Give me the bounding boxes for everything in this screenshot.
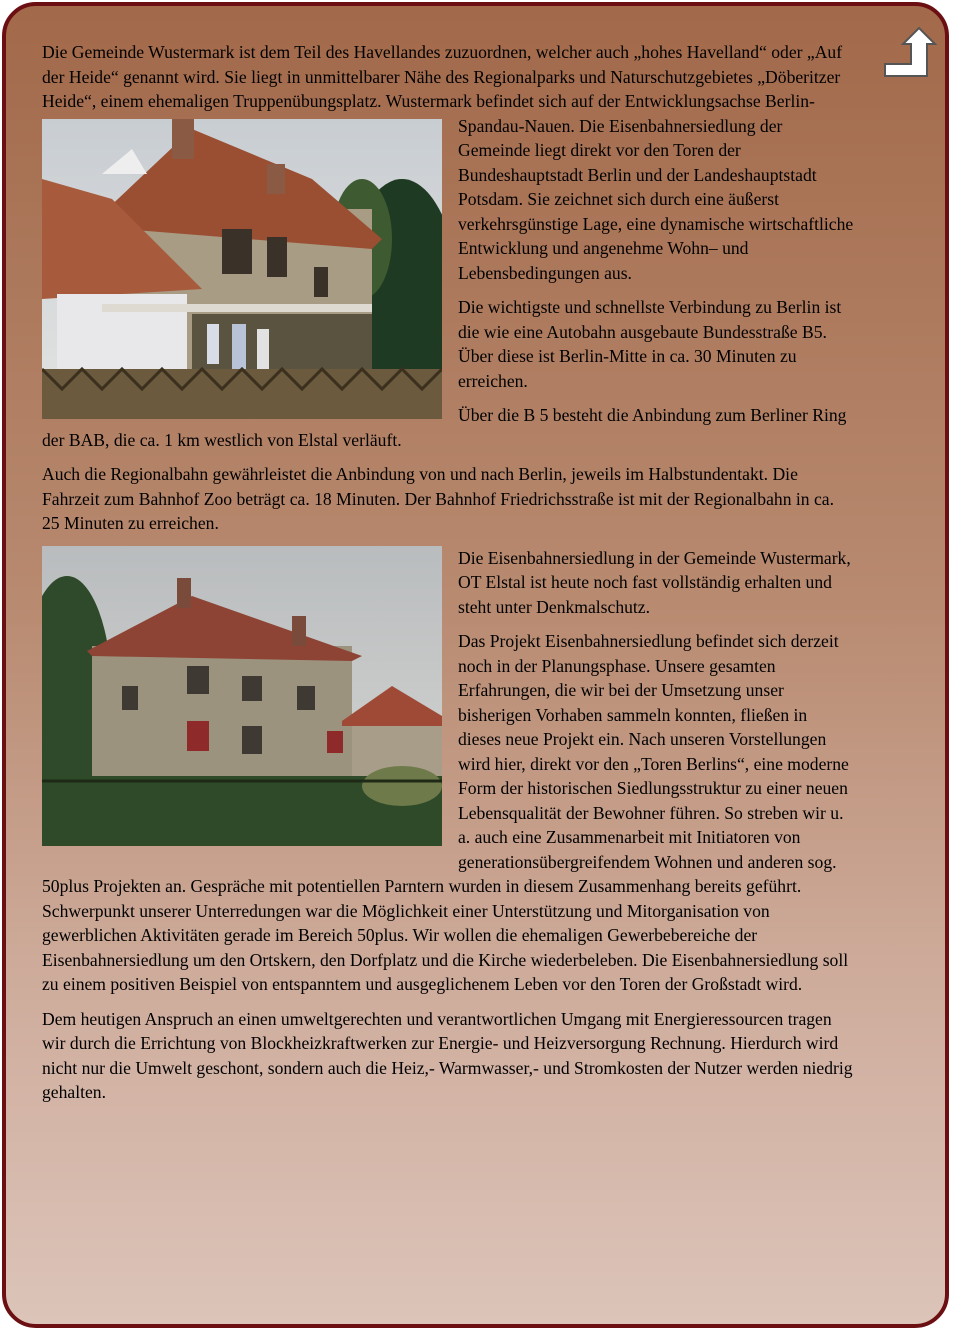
paragraph-2: Die wichtigste und schnellste Verbindung zu Berlin ist die wie eine Autobahn ausgebaute Bundesstraße B5. Über diese ist Berlin-Mitte in ca. 30 Minuten zu erreichen. xyxy=(458,297,842,391)
paragraph-6: Das Projekt Eisenbahnersiedlung befindet sich derzeit noch in der Planungsphase. Unsere gesamten Erfahrungen, die wir bei der Umsetzung unser bisherigen Vorhaben sammeln konnten, fließen in dieses neue Projekt ein. Nach unseren Vorstellungen wird hier, direkt vor den „Toren Berlins“, eine moderne Form der historischen Siedlungsstruktur zu einer neuen Lebensqualität der Bewohner führen. So streben wir u. a. auch eine Zusammenarbeit mit Initiatoren von generationsübergreifendem Wohnen und anderen sog. 50plus Projekten an. Gespräche mit potentiellen Parntern wurden in diesem Zusammenhang bereits geführt. Schwerpunkt unserer Unterredungen war die Möglichkeit einer Unterstützung und Mitorganisation von gewerblichen Aktivitäten gerade im Bereich 50plus. Wir wollen die ehemaligen Gewerbebereiche der Eisenbahnersiedlung um den Ortskern, den Dorfplatz und die Kirche wiederbeleben. Die Eisenbahnersiedlung soll zu einem positiven Beispiel von entspanntem und ausgeglichenem Leben vor den Toren der Großstadt wird. xyxy=(42,631,849,994)
up-arrow-icon[interactable] xyxy=(881,26,941,86)
paragraph-7: Dem heutigen Anspruch an einen umweltgerechten und verantwortlichen Umgang mit Energieressourcen tragen wir durch die Errichtung von Blockheizkraftwerken zur Energie- und Heizversorgung Rechnung. Hierdurch wird nicht nur die Umwelt geschont, sondern auch die Heiz,- Warmwasser,- und Stromkosten der Nutzer werden niedrig gehalten. xyxy=(42,1008,853,1102)
paragraph-1-text: Die Gemeinde Wustermark ist dem Teil des Havellandes zuzuordnen, welcher auch „hohes Havelland“ oder „Auf der Heide“ genannt wird. Sie liegt in unmittelbarer Nähe des Regionalparks und Naturschutzgebietes „Döberitzer Heide“, einem ehemaligen Truppenübungsplatz. Wustermark befindet sich auf der Entwicklungsachse Berlin-Spandau-Nauen. Die Eisenbahnersiedlung der Gemeinde liegt direkt vor den Toren der Bundeshauptstadt Berlin und der Landeshauptstadt Potsdam. Sie zeichnet sich durch eine äußerst verkehrsgünstige Lage, eine dynamische wirtschaftliche Entwicklung und angenehme Wohn– und Lebensbedingungen aus. xyxy=(42,42,854,283)
house-photo-2 xyxy=(42,546,442,846)
paragraph-3: Über die B 5 besteht die Anbindung zum Berliner Ring der BAB, die ca. 1 km westlich von Elstal verläuft. xyxy=(42,405,847,450)
page-frame xyxy=(2,2,949,1328)
paragraph-1 xyxy=(42,40,854,285)
house-photo-1 xyxy=(42,119,442,419)
paragraph-5: Die Eisenbahnersiedlung in der Gemeinde Wustermark, OT Elstal ist heute noch fast vollständig erhalten und steht unter Denkmalschutz. xyxy=(458,547,851,617)
paragraph-4: Auch die Regionalbahn gewährleistet die Anbindung von und nach Berlin, jeweils im Halbstundentakt. Die Fahrzeit zum Bahnhof Zoo beträgt ca. 18 Minuten. Der Bahnhof Friedrichsstraße ist mit der Regionalbahn in ca. 25 Minuten zu erreichen. xyxy=(42,464,834,533)
article-body xyxy=(42,40,854,1115)
